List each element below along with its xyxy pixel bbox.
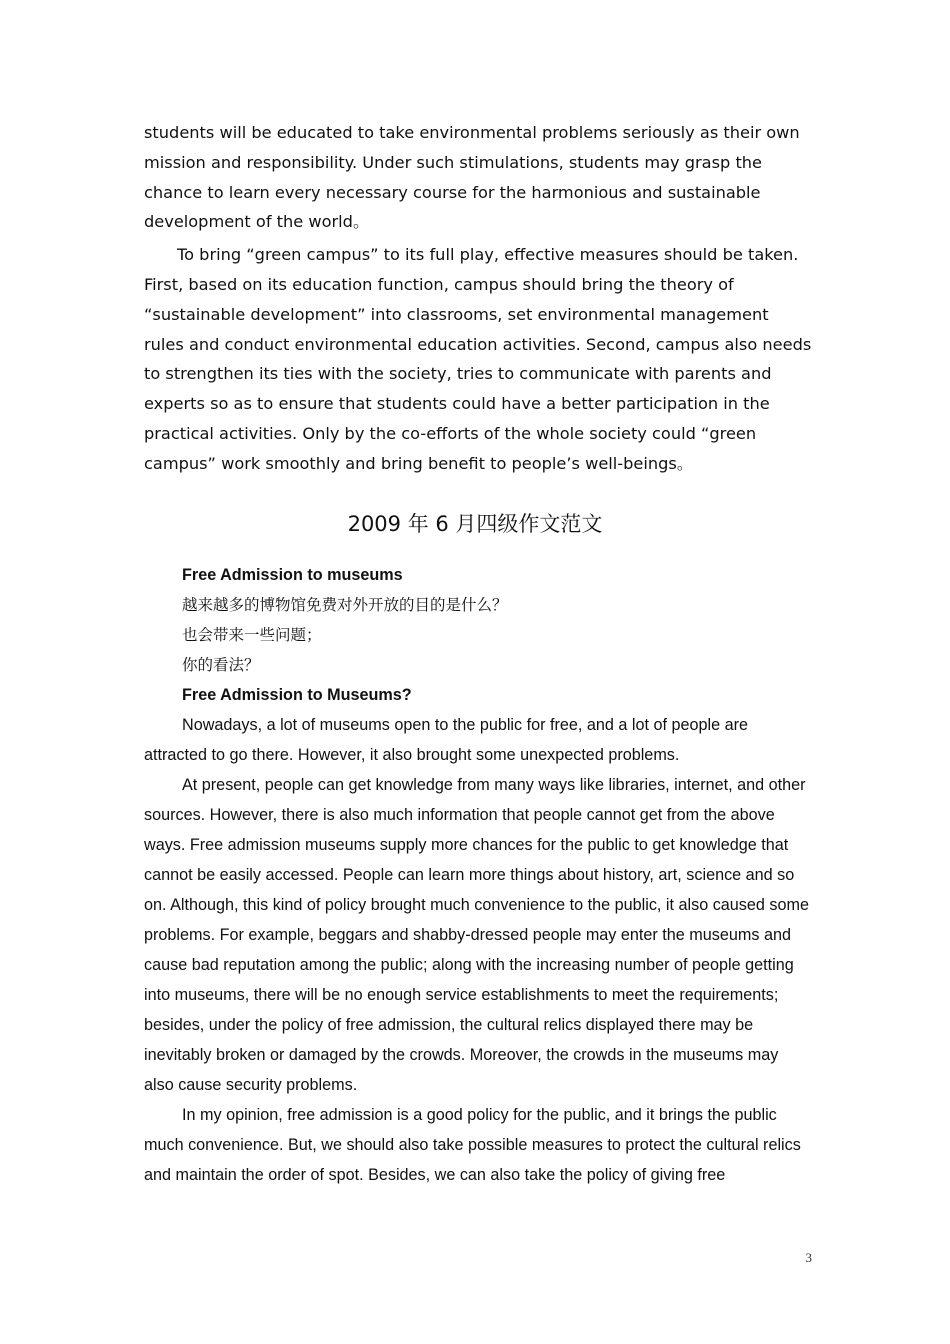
top-text-block (144, 118, 812, 479)
prompt-point-3: 你的看法？ (182, 656, 260, 674)
section-heading: 2009 年 6 月四级作文范文 (347, 512, 603, 536)
paragraph-continuation: students will be educated to take environmental problems seriously as their own mission and responsibility. Under such stimulations, students may grasp the chance to learn every necessary course for the harmonious and sustainable development of the world。 (144, 123, 800, 232)
page-number: 3 (805, 1250, 812, 1265)
essay-title: Free Admission to Museums? (182, 686, 412, 704)
prompt-point-1: 越来越多的博物馆免费对外开放的目的是什么？ (182, 596, 508, 614)
essay-paragraph-1: Nowadays, a lot of museums open to the public for free, and a lot of people are attracted to go there. However, it also brought some unexpected problems. (144, 716, 749, 764)
essay-paragraph-2: At present, people can get knowledge from many ways like libraries, internet, and other sources. However, there is also much information that people cannot get from the above ways. Free admission museums supply more chances for the public to get knowledge that cannot be easily accessed. People can learn more things about history, art, science and so on. Although, this kind of policy brought much convenience to the public, it also caused some problems. For example, beggars and shabby-dressed people may enter the museums and cause bad reputation among the public; along with the increasing number of people getting into museums, there will be no enough service establishments to meet the requirements; besides, under the policy of free admission, the cultural relics displayed there may be inevitably broken or damaged by the crowds. Moreover, the crowds in the museums may also cause security problems. (144, 776, 809, 1094)
prompt-point-2: 也会带来一些问题； (182, 626, 322, 644)
prompt-title: Free Admission to museums (182, 566, 403, 584)
essay-block (144, 560, 812, 1190)
essay-paragraph-3: In my opinion, free admission is a good policy for the public, and it brings the public much convenience. But, we should also take possible measures to protect the cultural relics and maintain the order of spot. Besides, we can also take the policy of giving free (144, 1106, 801, 1184)
paragraph-green-campus-measures: To bring “green campus” to its full play, effective measures should be taken. First, based on its education function, campus should bring the theory of “sustainable development” into classrooms, set environmental management rules and conduct environmental education activities. Second, campus also needs to strengthen its ties with the society, tries to communicate with parents and experts so as to ensure that students could have a better participation in the practical activities. Only by the co-efforts of the whole society could “green campus” work smoothly and bring benefit to people’s well-beings。 (144, 245, 812, 473)
